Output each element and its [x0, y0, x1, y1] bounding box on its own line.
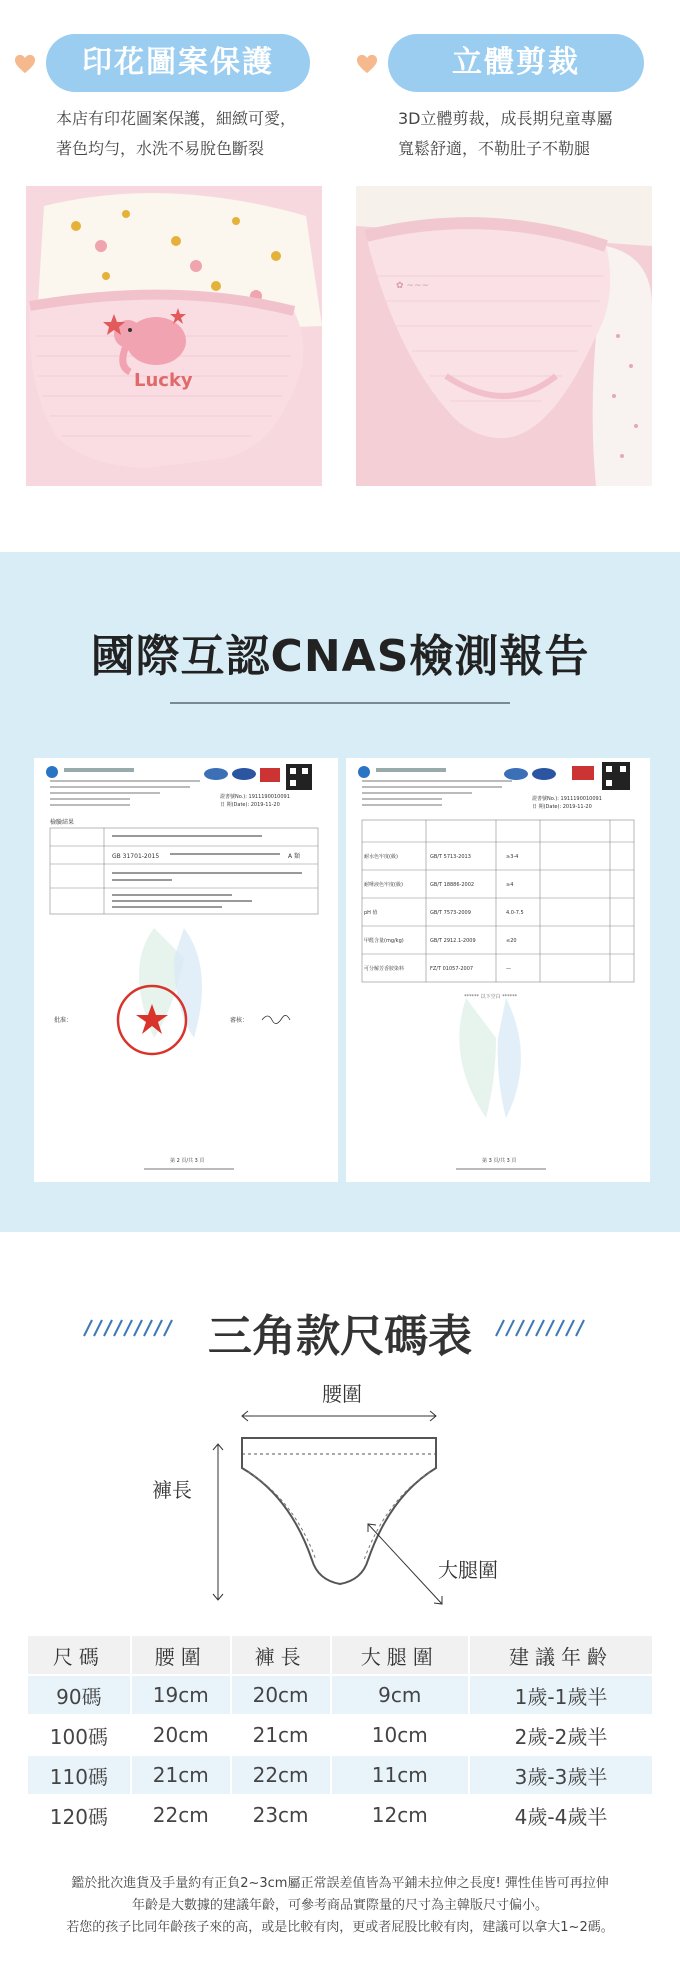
cnas-report-section — [0, 552, 680, 1232]
report-right-cell-item: pH 值 — [364, 910, 378, 916]
report-right-cell-value: ≥3-4 — [506, 854, 519, 860]
cell-thigh: 9cm — [332, 1676, 468, 1714]
table-row — [28, 1716, 652, 1754]
cell-age: 2歲-2歲半 — [470, 1716, 652, 1754]
cell-thigh: 10cm — [332, 1716, 468, 1754]
report-right-cell-method: FZ/T 01057-2007 — [430, 966, 474, 972]
print-pattern-photo — [26, 186, 322, 486]
report-right-id: 證書號No.): 1911190010091 — [532, 796, 602, 802]
svg-text:✿ ~~~: ✿ ~~~ — [396, 281, 430, 291]
report-right-cell-method: GB/T 18886-2002 — [430, 882, 475, 888]
cnas-divider — [170, 702, 510, 704]
size-table — [26, 1634, 654, 1836]
report-right-cell-value: ≤20 — [506, 938, 517, 944]
svg-text:審核：: 審核： — [230, 1017, 249, 1024]
report-right-cell-method: GB/T 7573-2009 — [430, 910, 471, 916]
report-left-date: 日 期(Date): 2019-11-20 — [220, 802, 280, 808]
cell-waist: 19cm — [132, 1676, 230, 1714]
report-right-cell-value: — — [506, 966, 511, 972]
cell-waist: 21cm — [132, 1756, 230, 1794]
cell-length: 20cm — [232, 1676, 330, 1714]
cell-length: 21cm — [232, 1716, 330, 1754]
size-chart-title: 三角款尺碼表 — [208, 1311, 472, 1362]
feature-print-title: 印花圖案保護 — [46, 34, 310, 92]
size-chart-section — [0, 1232, 680, 1984]
cell-waist: 22cm — [132, 1796, 230, 1834]
waist-label: 腰圍 — [322, 1382, 362, 1406]
feature-cut-title: 立體剪裁 — [388, 34, 644, 92]
briefs-diagram — [190, 1404, 490, 1628]
feature-cut-description — [398, 104, 613, 164]
report-left-id: 證書號No.): 1911190010091 — [220, 794, 290, 800]
3d-cut-photo — [356, 186, 652, 486]
report-right-cell-item: 甲醛含量(mg/kg) — [364, 938, 404, 944]
feature-section — [0, 0, 680, 552]
feature-print-description — [56, 104, 296, 164]
cell-age: 3歲-3歲半 — [470, 1756, 652, 1794]
size-table-header-row — [28, 1636, 652, 1674]
heart-icon — [14, 53, 36, 75]
report-left-standard: GB 31701-2015 — [112, 853, 160, 860]
header-size: 尺碼 — [28, 1636, 130, 1674]
report-right-cell-value: ≥4 — [506, 882, 514, 888]
report-right-cell-item: 耐水色牢度(級) — [364, 854, 398, 860]
report-right-cell-method: GB/T 2912.1-2009 — [430, 938, 476, 944]
report-document-right — [346, 758, 650, 1182]
cell-length: 22cm — [232, 1756, 330, 1794]
report-right-cell-method: GB/T 5713-2013 — [430, 854, 471, 860]
cell-size: 100碼 — [28, 1716, 130, 1754]
table-row — [28, 1796, 652, 1834]
report-left-footer: 第 2 頁/共 3 頁 — [170, 1158, 205, 1164]
report-right-cell-value: 4.0-7.5 — [506, 910, 524, 916]
table-row — [28, 1756, 652, 1794]
cell-size: 120碼 — [28, 1796, 130, 1834]
report-right-footer: 第 3 頁/共 3 頁 — [482, 1158, 517, 1164]
feature-print-line: 本店有印花圖案保護，細緻可愛， — [56, 109, 297, 128]
length-label: 褲長 — [152, 1478, 192, 1502]
cell-age: 4歲-4歲半 — [470, 1796, 652, 1834]
header-waist: 腰圍 — [132, 1636, 230, 1674]
header-length: 褲長 — [232, 1636, 330, 1674]
feature-cut-line: 3D立體剪裁，成長期兒童專屬 — [398, 109, 613, 128]
report-right-cell-item: 可分解芳香胺染料 — [364, 966, 405, 972]
size-note: 年齡是大數據的建議年齡，可參考商品實際量的尺寸為主韓版尺寸偏小。 — [131, 1898, 548, 1913]
table-row — [28, 1676, 652, 1714]
report-right-cell-item: 耐唾液色牢度(級) — [364, 882, 403, 888]
report-left-section: 檢驗結果 — [50, 819, 75, 826]
cell-waist: 20cm — [132, 1716, 230, 1754]
feature-cut-line: 寬鬆舒適，不勒肚子不勒腿 — [398, 139, 591, 158]
report-left-grade: A 類 — [288, 853, 301, 860]
report-right-date: 日 期(Date): 2019-11-20 — [532, 804, 592, 810]
decorative-slashes-right — [492, 1318, 596, 1338]
header-thigh: 大腿圍 — [332, 1636, 468, 1674]
heart-icon — [356, 53, 378, 75]
report-document-left — [34, 758, 338, 1182]
svg-text:****** 以下空白 ******: ****** 以下空白 ****** — [464, 994, 518, 1000]
cell-size: 90碼 — [28, 1676, 130, 1714]
lucky-print-text: Lucky — [134, 370, 193, 391]
size-note: 若您的孩子比同年齡孩子來的高，或是比較有肉，更或者屁股比較有肉，建議可以拿大1~2碼。 — [66, 1920, 614, 1935]
svg-text:批准：: 批准： — [54, 1017, 73, 1024]
size-note: 鑑於批次進貨及手量約有正負2~3cm屬正常誤差值皆為平鋪未拉伸之長度! 彈性佳皆可再拉伸 — [71, 1876, 609, 1891]
cell-size: 110碼 — [28, 1756, 130, 1794]
feature-print-line: 著色均勻，水洗不易脫色斷裂 — [56, 139, 265, 158]
cell-length: 23cm — [232, 1796, 330, 1834]
thigh-label: 大腿圍 — [438, 1558, 498, 1582]
cnas-title: 國際互認CNAS檢測報告 — [90, 631, 590, 682]
cell-thigh: 11cm — [332, 1756, 468, 1794]
cell-thigh: 12cm — [332, 1796, 468, 1834]
cell-age: 1歲-1歲半 — [470, 1676, 652, 1714]
header-age: 建議年齡 — [470, 1636, 652, 1674]
